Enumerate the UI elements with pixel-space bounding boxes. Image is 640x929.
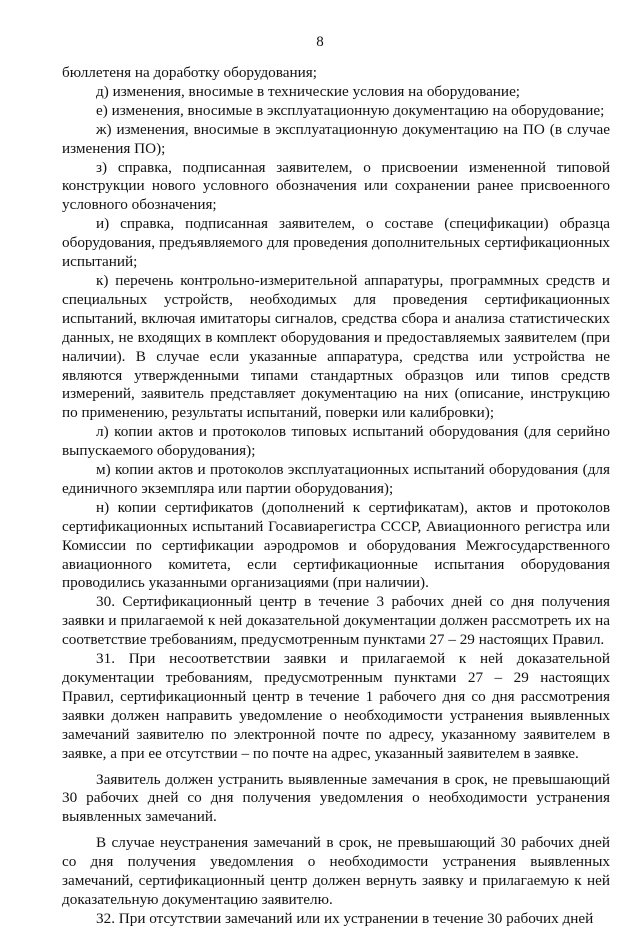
- clause-31: 31. При несоответствии заявки и прилагаемой к ней доказательной документации требованиям, предусмотренным пунктами 27 – 29 настоящих Правил, сертификационный центр в течение 1 рабочего дня со дня рассмотрения заявки должен направить уведомление о необходимости устранения выявленных замечаний заявителю по электронной почте по адресу, указанному заявителем в заявке, а при ее отсутствии – по почте на адрес, указанный заявителем в заявке.: [62, 650, 610, 762]
- document-body: [62, 64, 610, 929]
- list-item-zh: ж) изменения, вносимые в эксплуатационную документацию на ПО (в случае изменения ПО);: [62, 120, 610, 157]
- page-number: 8: [316, 34, 324, 50]
- list-item-d: д) изменения, вносимые в технические условия на оборудование;: [96, 82, 521, 100]
- list-item-k: к) перечень контрольно-измерительной аппаратуры, программных средств и специальных устройств, необходимых для проведения сертификационных испытаний, включая имитаторы сигналов, средства сбора и анализа статистических данных, не входящих в комплект оборудования и предоставляемых заявителем (при наличии). В случае если указанные аппаратура, средства или устройства не являются утвержденными типами стандартных образцов или типов средств измерений, заявитель представляет документацию на них (описание, инструкцию по применению, результаты испытаний, поверки или калибровки);: [62, 271, 610, 422]
- list-item-n: н) копии сертификатов (дополнений к сертификатам), актов и протоколов сертификационных испытаний Госавиарегистра СССР, Авиационного регистра или Комиссии по сертификации аэродромов и оборудования Межгосударственного авиационного комитета, если сертификационные испытания оборудования проводились указанными организациями (при наличии).: [62, 498, 610, 592]
- paragraph: Заявитель должен устранить выявленные замечания в срок, не превышающий 30 рабочих дней со дня получения уведомления о необходимости устранения выявленных замечаний.: [62, 770, 610, 826]
- list-item-e: е) изменения, вносимые в эксплуатационную документацию на оборудование;: [96, 101, 605, 119]
- clause-30: 30. Сертификационный центр в течение 3 рабочих дней со дня получения заявки и прилагаемой к ней доказательной документации должен рассмотреть их на соответствие требованиям, предусмотренным пунктами 27 – 29 настоящих Правил.: [62, 593, 610, 649]
- paragraph: бюллетеня на доработку оборудования;: [62, 64, 317, 81]
- paragraph: В случае неустранения замечаний в срок, не превышающий 30 рабочих дней со дня получения уведомления о необходимости устранения выявленных замечаний, сертификационный центр должен вернуть заявку и прилагаемую к ней доказательную документацию заявителю.: [62, 834, 610, 908]
- list-item-l: л) копии актов и протоколов типовых испытаний оборудования (для серийно выпускаемого оборудования);: [62, 423, 610, 460]
- clause-32: 32. При отсутствии замечаний или их устранении в течение 30 рабочих дней: [96, 909, 594, 927]
- list-item-m: м) копии актов и протоколов эксплуатационных испытаний оборудования (для единичного экземпляра или партии оборудования);: [62, 461, 610, 497]
- list-item-i: и) справка, подписанная заявителем, о составе (спецификации) образца оборудования, предъявляемого для проведения дополнительных сертификационных испытаний;: [62, 215, 610, 271]
- list-item-z: з) справка, подписанная заявителем, о присвоении измененной типовой конструкции нового условного обозначения или сохранении ранее присвоенного условного обозначения;: [62, 158, 610, 214]
